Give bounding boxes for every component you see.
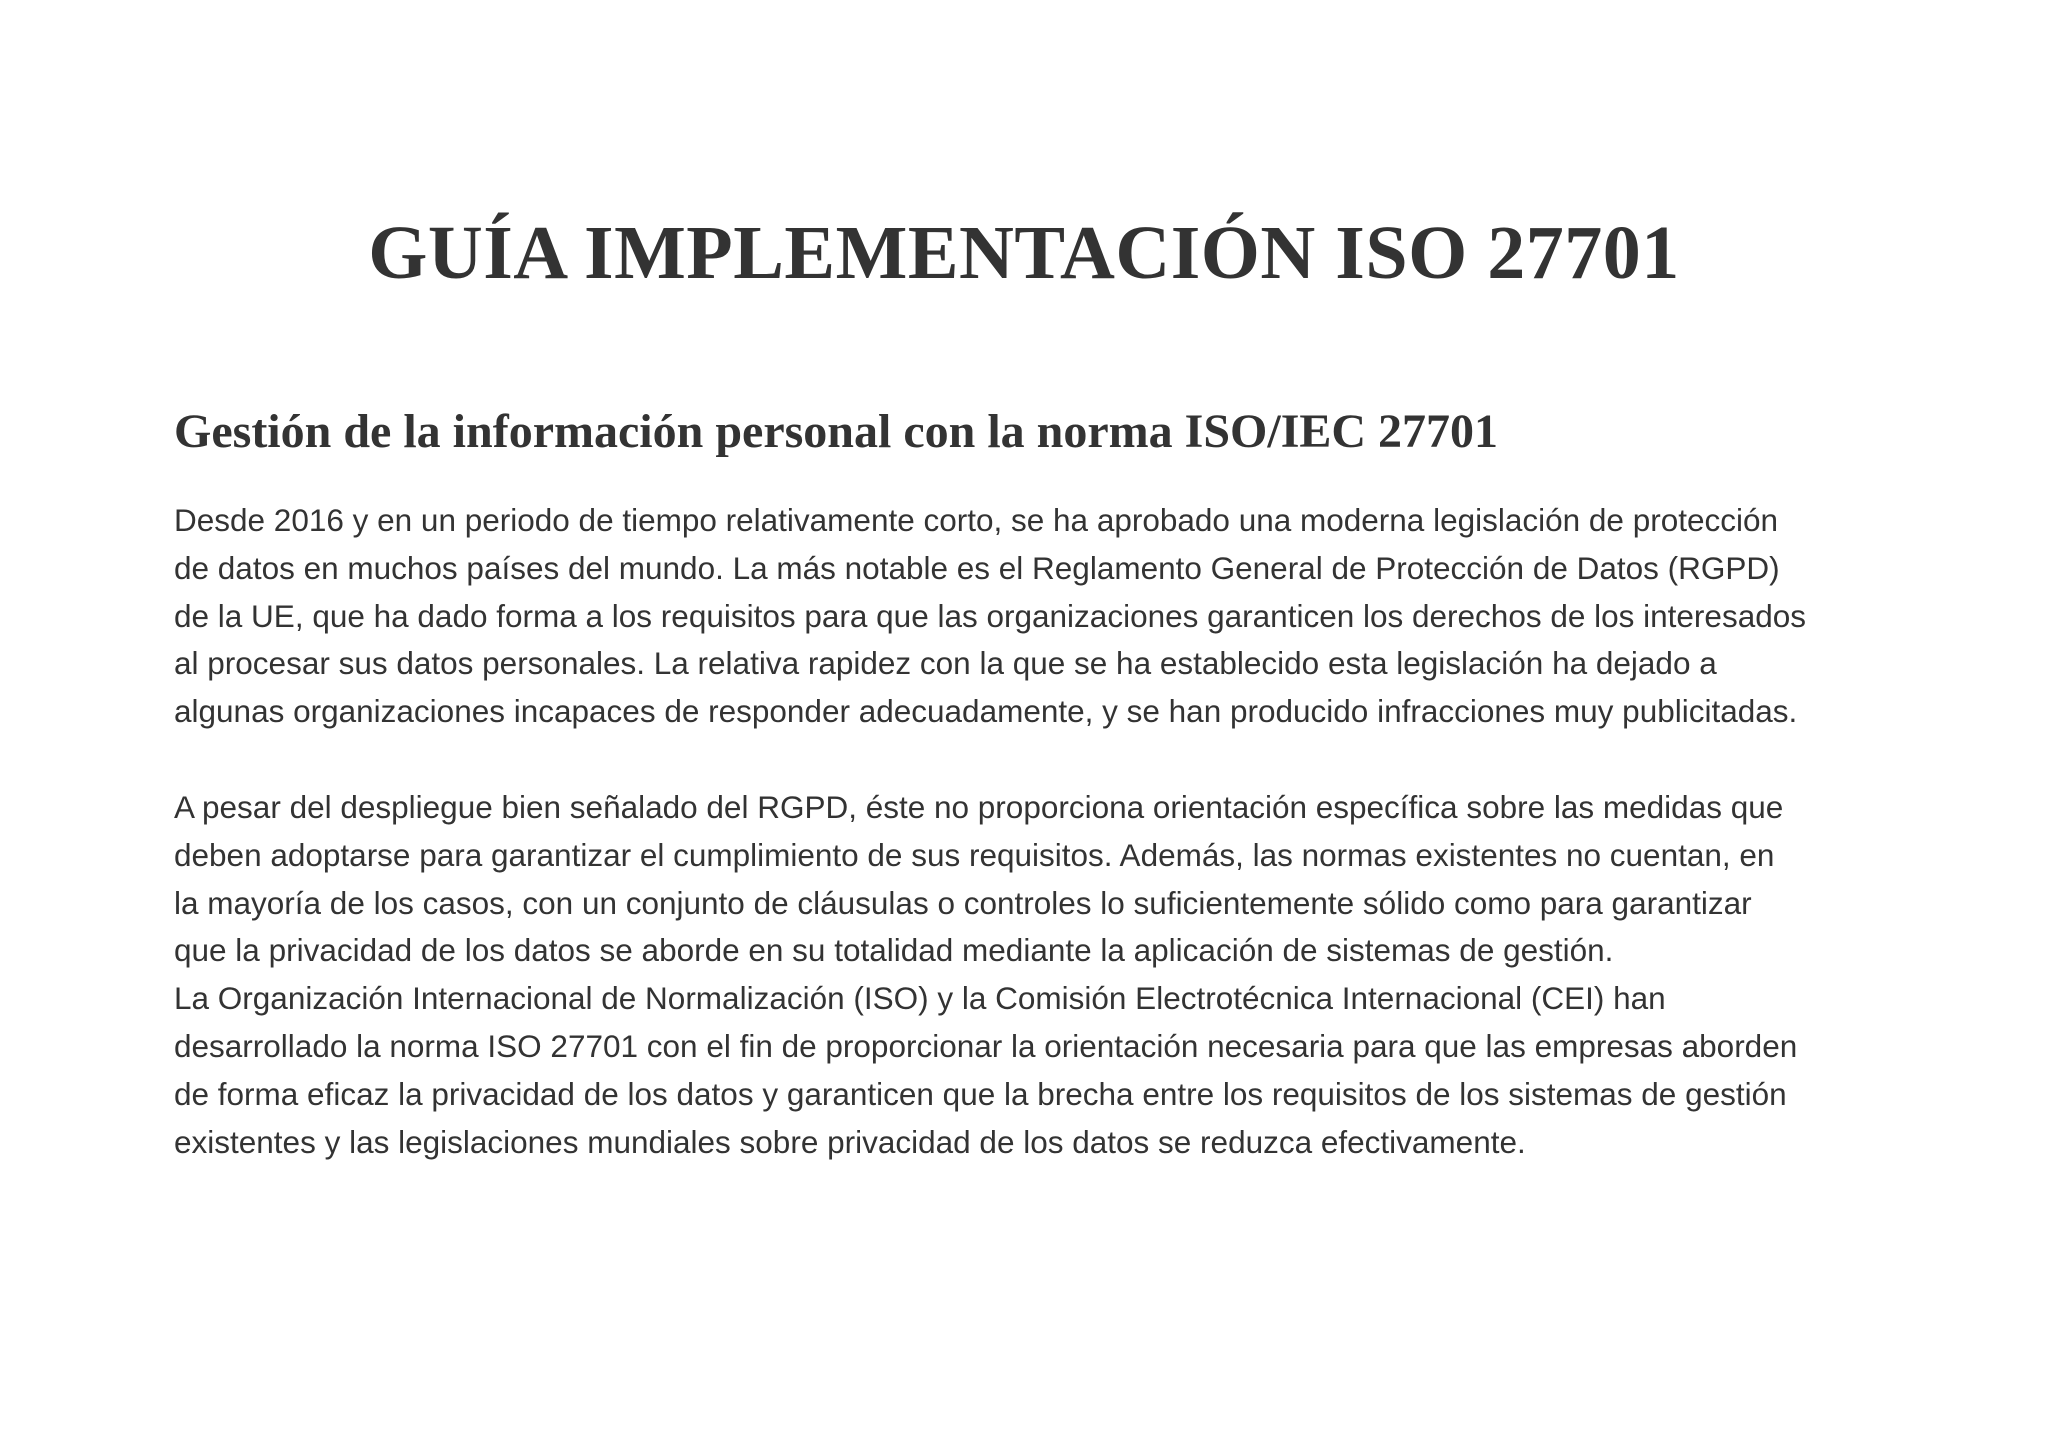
paragraph-line: que la privacidad de los datos se aborde en su totalidad mediante la aplicación de sistemas de gestión. — [174, 932, 1614, 969]
paragraph-line: de datos en muchos países del mundo. La más notable es el Reglamento General de Protección de Datos (RGPD) — [174, 549, 1780, 586]
paragraph-line: de forma eficaz la privacidad de los datos y garanticen que la brecha entre los requisitos de los sistemas de gestión — [174, 1075, 1787, 1112]
paragraph-line: desarrollado la norma ISO 27701 con el fin de proporcionar la orientación necesaria para que las empresas aborden — [174, 1027, 1798, 1064]
paragraph-line: al procesar sus datos personales. La relativa rapidez con la que se ha establecido esta legislación ha dejado a — [174, 645, 1717, 682]
document-title: GUÍA IMPLEMENTACIÓN ISO 27701 — [368, 211, 1680, 295]
paragraph-intro — [174, 497, 1914, 736]
paragraph-line: A pesar del despliegue bien señalado del RGPD, éste no proporciona orientación específica sobre las medidas que — [174, 789, 1784, 825]
paragraph-line: deben adoptarse para garantizar el cumplimiento de sus requisitos. Además, las normas existentes no cuentan, en — [174, 836, 1775, 873]
paragraph-line: de la UE, que ha dado forma a los requisitos para que las organizaciones garanticen los derechos de los interesados — [174, 597, 1807, 634]
paragraph-line: La Organización Internacional de Normalización (ISO) y la Comisión Electrotécnica Internacional (CEI) han — [174, 980, 1666, 1017]
paragraph-line: existentes y las legislaciones mundiales sobre privacidad de los datos se reduzca efectivamente. — [174, 1123, 1526, 1160]
section-heading: Gestión de la información personal con la norma ISO/IEC 27701 — [174, 405, 1499, 458]
paragraph-line: la mayoría de los casos, con un conjunto de cláusulas o controles lo suficientemente sólido como para garantizar — [174, 884, 1752, 921]
paragraph-line: Desde 2016 y en un periodo de tiempo relativamente corto, se ha aprobado una moderna legislación de protección — [174, 502, 1779, 538]
paragraph-rgpd — [174, 784, 1914, 1166]
paragraph-line: algunas organizaciones incapaces de responder adecuadamente, y se han producido infracciones muy publicitadas. — [174, 693, 1798, 730]
